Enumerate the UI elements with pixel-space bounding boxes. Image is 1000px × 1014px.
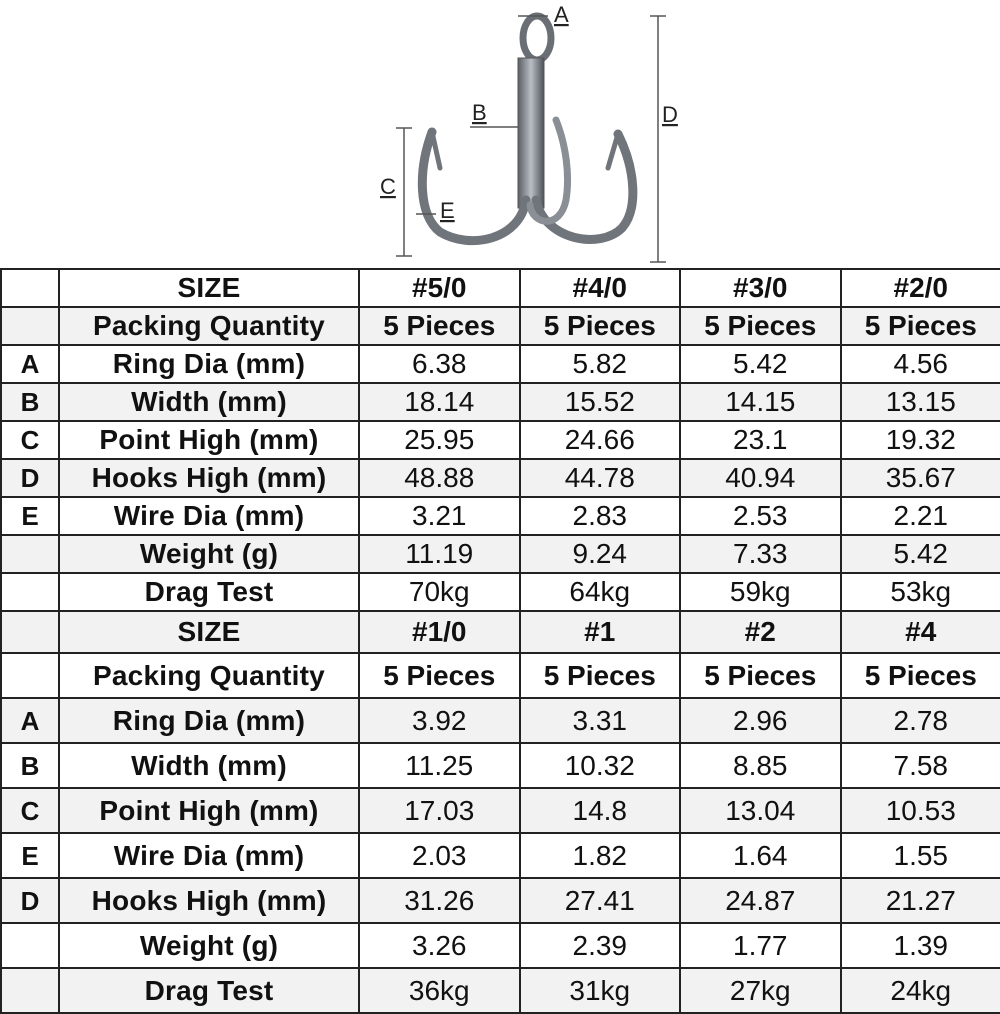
size-header-cell: #2 bbox=[680, 611, 841, 653]
value-cell: 5 Pieces bbox=[680, 653, 841, 698]
spec-row bbox=[1, 535, 1000, 573]
row-label: Ring Dia (mm) bbox=[59, 698, 359, 743]
size-header-cell: #4/0 bbox=[520, 269, 681, 307]
row-label: Packing Quantity bbox=[59, 307, 359, 345]
value-cell: 1.77 bbox=[680, 923, 841, 968]
value-cell: 3.92 bbox=[359, 698, 520, 743]
value-cell: 5 Pieces bbox=[359, 307, 520, 345]
row-label: Width (mm) bbox=[59, 383, 359, 421]
spec-row bbox=[1, 968, 1000, 1013]
row-label: SIZE bbox=[59, 611, 359, 653]
value-cell: 5 Pieces bbox=[841, 307, 1000, 345]
dim-label-b: B bbox=[472, 100, 487, 125]
dimension-letter: C bbox=[1, 788, 59, 833]
row-label: Wire Dia (mm) bbox=[59, 833, 359, 878]
value-cell: 11.25 bbox=[359, 743, 520, 788]
spec-row bbox=[1, 497, 1000, 535]
value-cell: 23.1 bbox=[680, 421, 841, 459]
value-cell: 11.19 bbox=[359, 535, 520, 573]
value-cell: 2.96 bbox=[680, 698, 841, 743]
value-cell: 1.39 bbox=[841, 923, 1000, 968]
value-cell: 3.21 bbox=[359, 497, 520, 535]
value-cell: 6.38 bbox=[359, 345, 520, 383]
spec-row bbox=[1, 383, 1000, 421]
size-header-cell: #2/0 bbox=[841, 269, 1000, 307]
row-label: Width (mm) bbox=[59, 743, 359, 788]
dimension-letter: D bbox=[1, 878, 59, 923]
value-cell: 13.15 bbox=[841, 383, 1000, 421]
value-cell: 4.56 bbox=[841, 345, 1000, 383]
dimension-letter bbox=[1, 653, 59, 698]
value-cell: 19.32 bbox=[841, 421, 1000, 459]
value-cell: 18.14 bbox=[359, 383, 520, 421]
value-cell: 27kg bbox=[680, 968, 841, 1013]
row-label: Point High (mm) bbox=[59, 788, 359, 833]
row-label: Drag Test bbox=[59, 968, 359, 1013]
value-cell: 2.78 bbox=[841, 698, 1000, 743]
dimension-letter bbox=[1, 307, 59, 345]
spec-row bbox=[1, 307, 1000, 345]
value-cell: 2.53 bbox=[680, 497, 841, 535]
spec-row bbox=[1, 878, 1000, 923]
value-cell: 2.39 bbox=[520, 923, 681, 968]
value-cell: 15.52 bbox=[520, 383, 681, 421]
value-cell: 10.32 bbox=[520, 743, 681, 788]
dimension-letter bbox=[1, 968, 59, 1013]
dimension-letter: C bbox=[1, 421, 59, 459]
value-cell: 5 Pieces bbox=[680, 307, 841, 345]
row-label: Ring Dia (mm) bbox=[59, 345, 359, 383]
value-cell: 5 Pieces bbox=[359, 653, 520, 698]
dim-label-c: C bbox=[380, 174, 396, 199]
dimension-letter bbox=[1, 573, 59, 611]
spec-row bbox=[1, 573, 1000, 611]
spec-row bbox=[1, 653, 1000, 698]
row-label: Weight (g) bbox=[59, 535, 359, 573]
value-cell: 59kg bbox=[680, 573, 841, 611]
dimension-letter bbox=[1, 535, 59, 573]
spec-row bbox=[1, 743, 1000, 788]
dim-label-a: A bbox=[554, 2, 569, 27]
value-cell: 2.83 bbox=[520, 497, 681, 535]
value-cell: 24.87 bbox=[680, 878, 841, 923]
value-cell: 14.8 bbox=[520, 788, 681, 833]
row-label: Point High (mm) bbox=[59, 421, 359, 459]
value-cell: 5 Pieces bbox=[520, 307, 681, 345]
value-cell: 9.24 bbox=[520, 535, 681, 573]
treble-hook-diagram bbox=[0, 0, 1000, 268]
value-cell: 35.67 bbox=[841, 459, 1000, 497]
dimension-letter bbox=[1, 611, 59, 653]
value-cell: 44.78 bbox=[520, 459, 681, 497]
dimension-letter: A bbox=[1, 345, 59, 383]
spec-row bbox=[1, 421, 1000, 459]
value-cell: 70kg bbox=[359, 573, 520, 611]
row-label: Hooks High (mm) bbox=[59, 459, 359, 497]
dimension-letter bbox=[1, 923, 59, 968]
row-label: Weight (g) bbox=[59, 923, 359, 968]
spec-row bbox=[1, 698, 1000, 743]
spec-row bbox=[1, 788, 1000, 833]
value-cell: 2.21 bbox=[841, 497, 1000, 535]
spec-row bbox=[1, 611, 1000, 653]
row-label: Packing Quantity bbox=[59, 653, 359, 698]
value-cell: 24kg bbox=[841, 968, 1000, 1013]
size-header-cell: #3/0 bbox=[680, 269, 841, 307]
value-cell: 1.82 bbox=[520, 833, 681, 878]
value-cell: 5.82 bbox=[520, 345, 681, 383]
value-cell: 5 Pieces bbox=[520, 653, 681, 698]
dim-label-e: E bbox=[440, 198, 455, 223]
value-cell: 2.03 bbox=[359, 833, 520, 878]
value-cell: 21.27 bbox=[841, 878, 1000, 923]
value-cell: 13.04 bbox=[680, 788, 841, 833]
value-cell: 40.94 bbox=[680, 459, 841, 497]
dimension-letter: A bbox=[1, 698, 59, 743]
value-cell: 31kg bbox=[520, 968, 681, 1013]
row-label: Hooks High (mm) bbox=[59, 878, 359, 923]
value-cell: 1.64 bbox=[680, 833, 841, 878]
size-header-cell: #1/0 bbox=[359, 611, 520, 653]
spec-row bbox=[1, 459, 1000, 497]
value-cell: 36kg bbox=[359, 968, 520, 1013]
dimension-letter: E bbox=[1, 497, 59, 535]
spec-row bbox=[1, 833, 1000, 878]
value-cell: 5 Pieces bbox=[841, 653, 1000, 698]
row-label: Wire Dia (mm) bbox=[59, 497, 359, 535]
spec-table bbox=[0, 268, 1000, 1014]
size-header-cell: #5/0 bbox=[359, 269, 520, 307]
value-cell: 7.33 bbox=[680, 535, 841, 573]
dimension-letter: B bbox=[1, 383, 59, 421]
value-cell: 3.31 bbox=[520, 698, 681, 743]
value-cell: 3.26 bbox=[359, 923, 520, 968]
dim-label-d: D bbox=[662, 102, 678, 127]
value-cell: 64kg bbox=[520, 573, 681, 611]
dimension-letter: E bbox=[1, 833, 59, 878]
value-cell: 31.26 bbox=[359, 878, 520, 923]
size-header-cell: #1 bbox=[520, 611, 681, 653]
spec-row bbox=[1, 269, 1000, 307]
value-cell: 7.58 bbox=[841, 743, 1000, 788]
value-cell: 48.88 bbox=[359, 459, 520, 497]
value-cell: 5.42 bbox=[680, 345, 841, 383]
value-cell: 53kg bbox=[841, 573, 1000, 611]
value-cell: 14.15 bbox=[680, 383, 841, 421]
value-cell: 1.55 bbox=[841, 833, 1000, 878]
value-cell: 10.53 bbox=[841, 788, 1000, 833]
dimension-letter: D bbox=[1, 459, 59, 497]
value-cell: 25.95 bbox=[359, 421, 520, 459]
row-label: Drag Test bbox=[59, 573, 359, 611]
value-cell: 5.42 bbox=[841, 535, 1000, 573]
dimension-letter: B bbox=[1, 743, 59, 788]
spec-row bbox=[1, 345, 1000, 383]
value-cell: 24.66 bbox=[520, 421, 681, 459]
spec-row bbox=[1, 923, 1000, 968]
size-header-cell: #4 bbox=[841, 611, 1000, 653]
value-cell: 27.41 bbox=[520, 878, 681, 923]
value-cell: 17.03 bbox=[359, 788, 520, 833]
value-cell: 8.85 bbox=[680, 743, 841, 788]
row-label: SIZE bbox=[59, 269, 359, 307]
dimension-letter bbox=[1, 269, 59, 307]
